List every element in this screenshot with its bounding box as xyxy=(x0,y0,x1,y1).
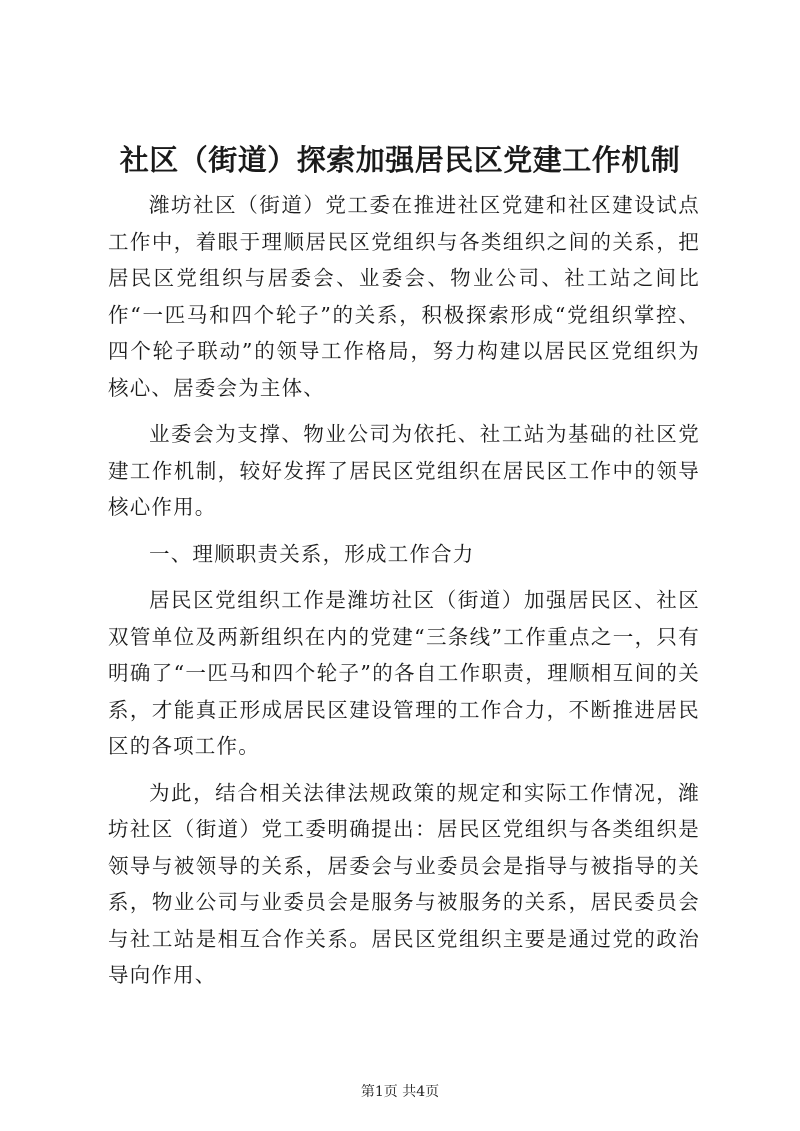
document-body xyxy=(108,187,700,1004)
page-number-footer: 第1页 共4页 xyxy=(360,1084,440,1100)
paragraph-intro: 潍坊社区（街道）党工委在推进社区党建和社区建设试点工作中，着眼于理顺居民区党组织与各类组织之间的关系，把居民区党组织与居委会、业委会、物业公司、社工站之间比作“一匹马和四个轮子”的关系，积极探索形成“党组织掌控、四个轮子联动”的领导工作格局，努力构建以居民区党组织为核心、居委会为主体、 xyxy=(108,193,700,400)
paragraph-intro-continued: 业委会为支撑、物业公司为依托、社工站为基础的社区党建工作机制，较好发挥了居民区党组织在居民区工作中的领导核心作用。 xyxy=(108,422,700,519)
document-title: 社区（街道）探索加强居民区党建工作机制 xyxy=(119,143,681,177)
paragraph-section-1: 居民区党组织工作是潍坊社区（街道）加强居民区、社区双管单位及两新组织在内的党建“三条线”工作重点之一，只有明确了“一匹马和四个轮子”的各自工作职责，理顺相互间的关系，才能真正形成居民区建设管理的工作合力，不断推进居民区的各项工作。 xyxy=(108,588,700,758)
section-heading: 一、理顺职责关系，形成工作合力 xyxy=(149,541,475,566)
paragraph-section-2: 为此，结合相关法律法规政策的规定和实际工作情况，潍坊社区（街道）党工委明确提出：居民区党组织与各类组织是领导与被领导的关系，居委会与业委员会是指导与被指导的关系，物业公司与业委员会是服务与被服务的关系，居民委员会与社工站是相互合作关系。居民区党组织主要是通过党的政治导向作用、 xyxy=(108,780,700,987)
